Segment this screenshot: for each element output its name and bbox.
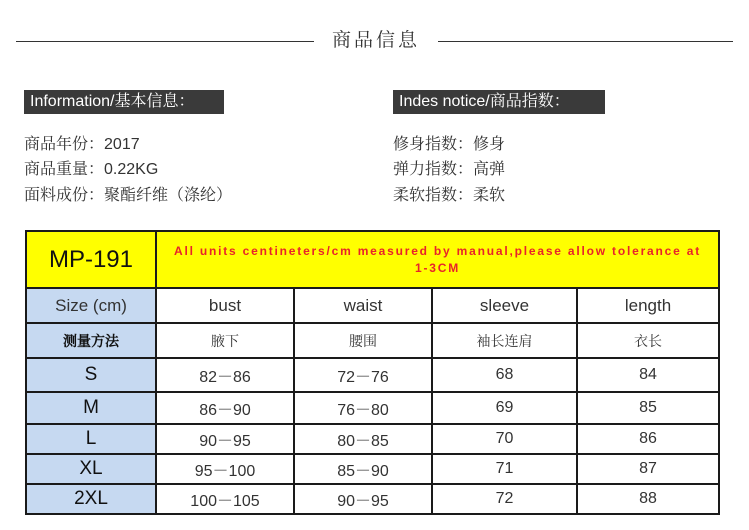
table-row <box>26 454 719 484</box>
notice-elasticity <box>393 157 505 183</box>
length-value: 86 <box>577 424 719 454</box>
info-weight <box>24 157 158 183</box>
size-label: S <box>26 358 156 392</box>
size-label: 2XL <box>26 484 156 514</box>
notice-fit <box>393 132 505 158</box>
info-fabric-key: 面料成份： <box>24 187 105 204</box>
method-bust: 腋下 <box>156 323 294 358</box>
section-title <box>16 28 733 54</box>
size-label: M <box>26 392 156 424</box>
info-fabric <box>24 183 232 209</box>
size-label: L <box>26 424 156 454</box>
indes-notice-label: Indes notice/商品指数： <box>393 90 605 114</box>
sleeve-value: 69 <box>432 392 577 424</box>
waist-value: 76－80 <box>294 392 432 424</box>
model-number: MP-191 <box>26 231 156 288</box>
header-sleeve: sleeve <box>432 288 577 323</box>
title-divider-left <box>16 41 314 42</box>
waist-value: 85－90 <box>294 454 432 484</box>
notice-softness-value: 柔软 <box>473 187 506 204</box>
sleeve-value: 68 <box>432 358 577 392</box>
notice-softness <box>393 183 505 209</box>
sleeve-value: 70 <box>432 424 577 454</box>
size-table <box>25 230 720 515</box>
table-header-row <box>26 288 719 323</box>
table-row <box>26 392 719 424</box>
info-year-key: 商品年份： <box>24 136 105 153</box>
notice-elasticity-value: 高弹 <box>473 161 506 178</box>
bust-value: 100－105 <box>156 484 294 514</box>
info-weight-value: 0.22KG <box>104 161 159 178</box>
length-value: 84 <box>577 358 719 392</box>
bust-value: 90－95 <box>156 424 294 454</box>
length-value: 88 <box>577 484 719 514</box>
notice-softness-key: 柔软指数： <box>393 187 474 204</box>
size-label: XL <box>26 454 156 484</box>
info-weight-key: 商品重量： <box>24 161 105 178</box>
method-label: 测量方法 <box>26 323 156 358</box>
information-label: Information/基本信息： <box>24 90 224 114</box>
waist-value: 80－85 <box>294 424 432 454</box>
table-row <box>26 358 719 392</box>
bust-value: 95－100 <box>156 454 294 484</box>
bust-value: 82－86 <box>156 358 294 392</box>
waist-value: 90－95 <box>294 484 432 514</box>
table-method-row <box>26 323 719 358</box>
info-year-value: 2017 <box>104 136 140 153</box>
info-fabric-value: 聚酯纤维（涤纶） <box>104 187 233 204</box>
title-divider-right <box>438 41 733 42</box>
length-value: 85 <box>577 392 719 424</box>
page-title: 商品信息 <box>331 30 420 51</box>
length-value: 87 <box>577 454 719 484</box>
header-length: length <box>577 288 719 323</box>
method-length: 衣长 <box>577 323 719 358</box>
header-waist: waist <box>294 288 432 323</box>
sleeve-value: 72 <box>432 484 577 514</box>
method-sleeve: 袖长连肩 <box>432 323 577 358</box>
info-year <box>24 132 140 158</box>
measurement-notice: All units centineters/cm measured by manual,please allow tolerance at 1-3CM <box>156 231 719 288</box>
table-banner-row <box>26 231 719 288</box>
table-row <box>26 424 719 454</box>
waist-value: 72－76 <box>294 358 432 392</box>
notice-fit-key: 修身指数： <box>393 136 474 153</box>
notice-fit-value: 修身 <box>473 136 506 153</box>
table-row <box>26 484 719 514</box>
notice-elasticity-key: 弹力指数： <box>393 161 474 178</box>
header-size: Size (cm) <box>26 288 156 323</box>
bust-value: 86－90 <box>156 392 294 424</box>
sleeve-value: 71 <box>432 454 577 484</box>
header-bust: bust <box>156 288 294 323</box>
method-waist: 腰围 <box>294 323 432 358</box>
